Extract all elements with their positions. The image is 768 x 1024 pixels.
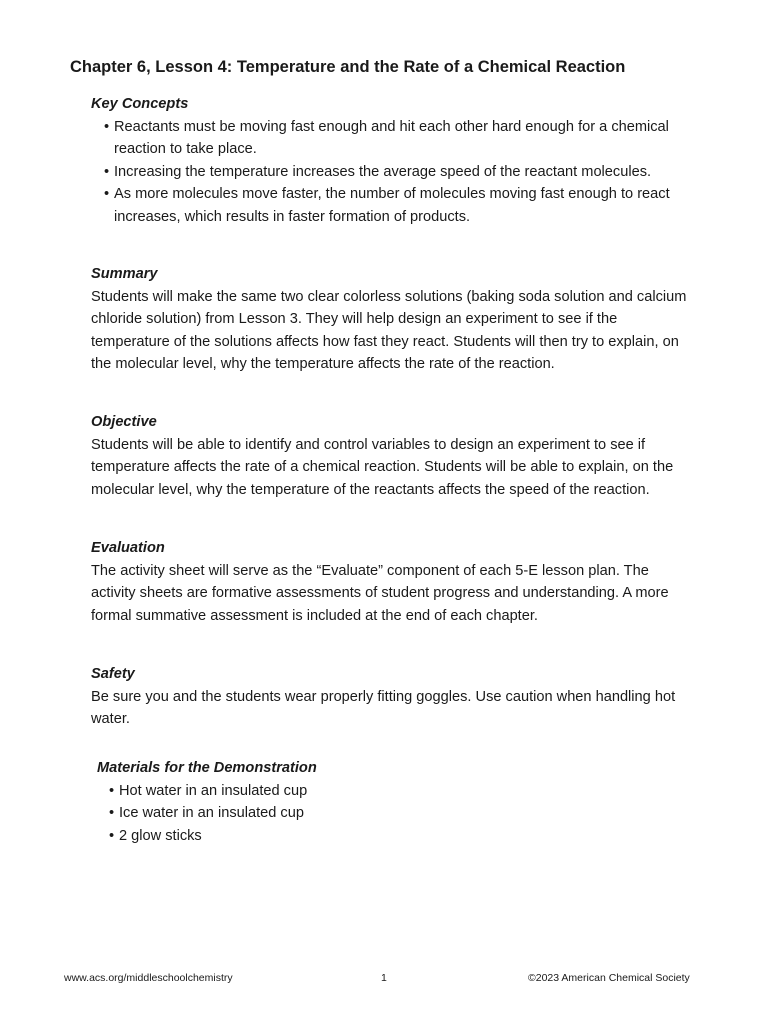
list-item	[97, 802, 702, 825]
objective-heading: Objective	[91, 414, 157, 430]
bullet-icon: •	[104, 118, 110, 135]
list-item	[91, 161, 696, 184]
list-item-text: Ice water in an insulated cup	[119, 805, 304, 822]
evaluation-section	[91, 537, 696, 627]
safety-heading: Safety	[91, 666, 135, 682]
footer-copyright: ©2023 American Chemical Society	[528, 972, 690, 984]
bullet-icon: •	[104, 186, 110, 203]
list-item	[97, 780, 702, 803]
bullet-icon: •	[109, 782, 115, 799]
list-item-text: Hot water in an insulated cup	[119, 782, 308, 799]
materials-section	[97, 757, 702, 847]
evaluation-body: The activity sheet will serve as the “Evaluate” component of each 5-E lesson plan. The activity sheets are formative assessments of student progress and understanding. A more formal summative assessment is included at the end of each chapter.	[91, 562, 669, 624]
safety-section	[91, 663, 696, 731]
objective-section	[91, 411, 696, 501]
list-item-text: 2 glow sticks	[119, 827, 202, 844]
objective-body: Students will be able to identify and control variables to design an experiment to see if temperature affects the rate of a chemical reaction. Students will be able to explain, on the molecular level, why the temperature of the reactants affects the speed of the reaction.	[91, 436, 674, 498]
list-item	[91, 116, 696, 161]
key-concepts-section	[91, 93, 696, 229]
bullet-icon: •	[104, 163, 110, 180]
bullet-icon: •	[109, 827, 115, 844]
summary-section	[91, 263, 696, 376]
footer-url: www.acs.org/middleschoolchemistry	[64, 972, 233, 984]
materials-heading: Materials for the Demonstration	[97, 760, 317, 776]
key-concepts-list	[91, 116, 696, 229]
list-item-text: Reactants must be moving fast enough and hit each other hard enough for a chemical reaction to take place.	[114, 118, 669, 158]
bullet-icon: •	[109, 805, 115, 822]
page-title: Chapter 6, Lesson 4: Temperature and the Rate of a Chemical Reaction	[70, 58, 626, 76]
list-item-text: Increasing the temperature increases the average speed of the reactant molecules.	[114, 163, 652, 180]
safety-body: Be sure you and the students wear properly fitting goggles. Use caution when handling hot water.	[91, 688, 676, 728]
summary-heading: Summary	[91, 266, 158, 282]
footer-page-number: 1	[381, 972, 387, 984]
evaluation-heading: Evaluation	[91, 540, 165, 556]
list-item-text: As more molecules move faster, the number of molecules moving fast enough to react increases, which results in faster formation of products.	[114, 186, 670, 225]
list-item	[97, 825, 702, 848]
materials-list	[97, 780, 702, 848]
summary-body: Students will make the same two clear colorless solutions (baking soda solution and calcium chloride solution) from Lesson 3. They will help design an experiment to see if the temperature of the solutions affects how fast they react. Students will then try to explain, on the molecular level, why the temperature affects the rate of the reaction.	[91, 288, 687, 373]
list-item	[91, 183, 696, 228]
key-concepts-heading: Key Concepts	[91, 96, 189, 112]
